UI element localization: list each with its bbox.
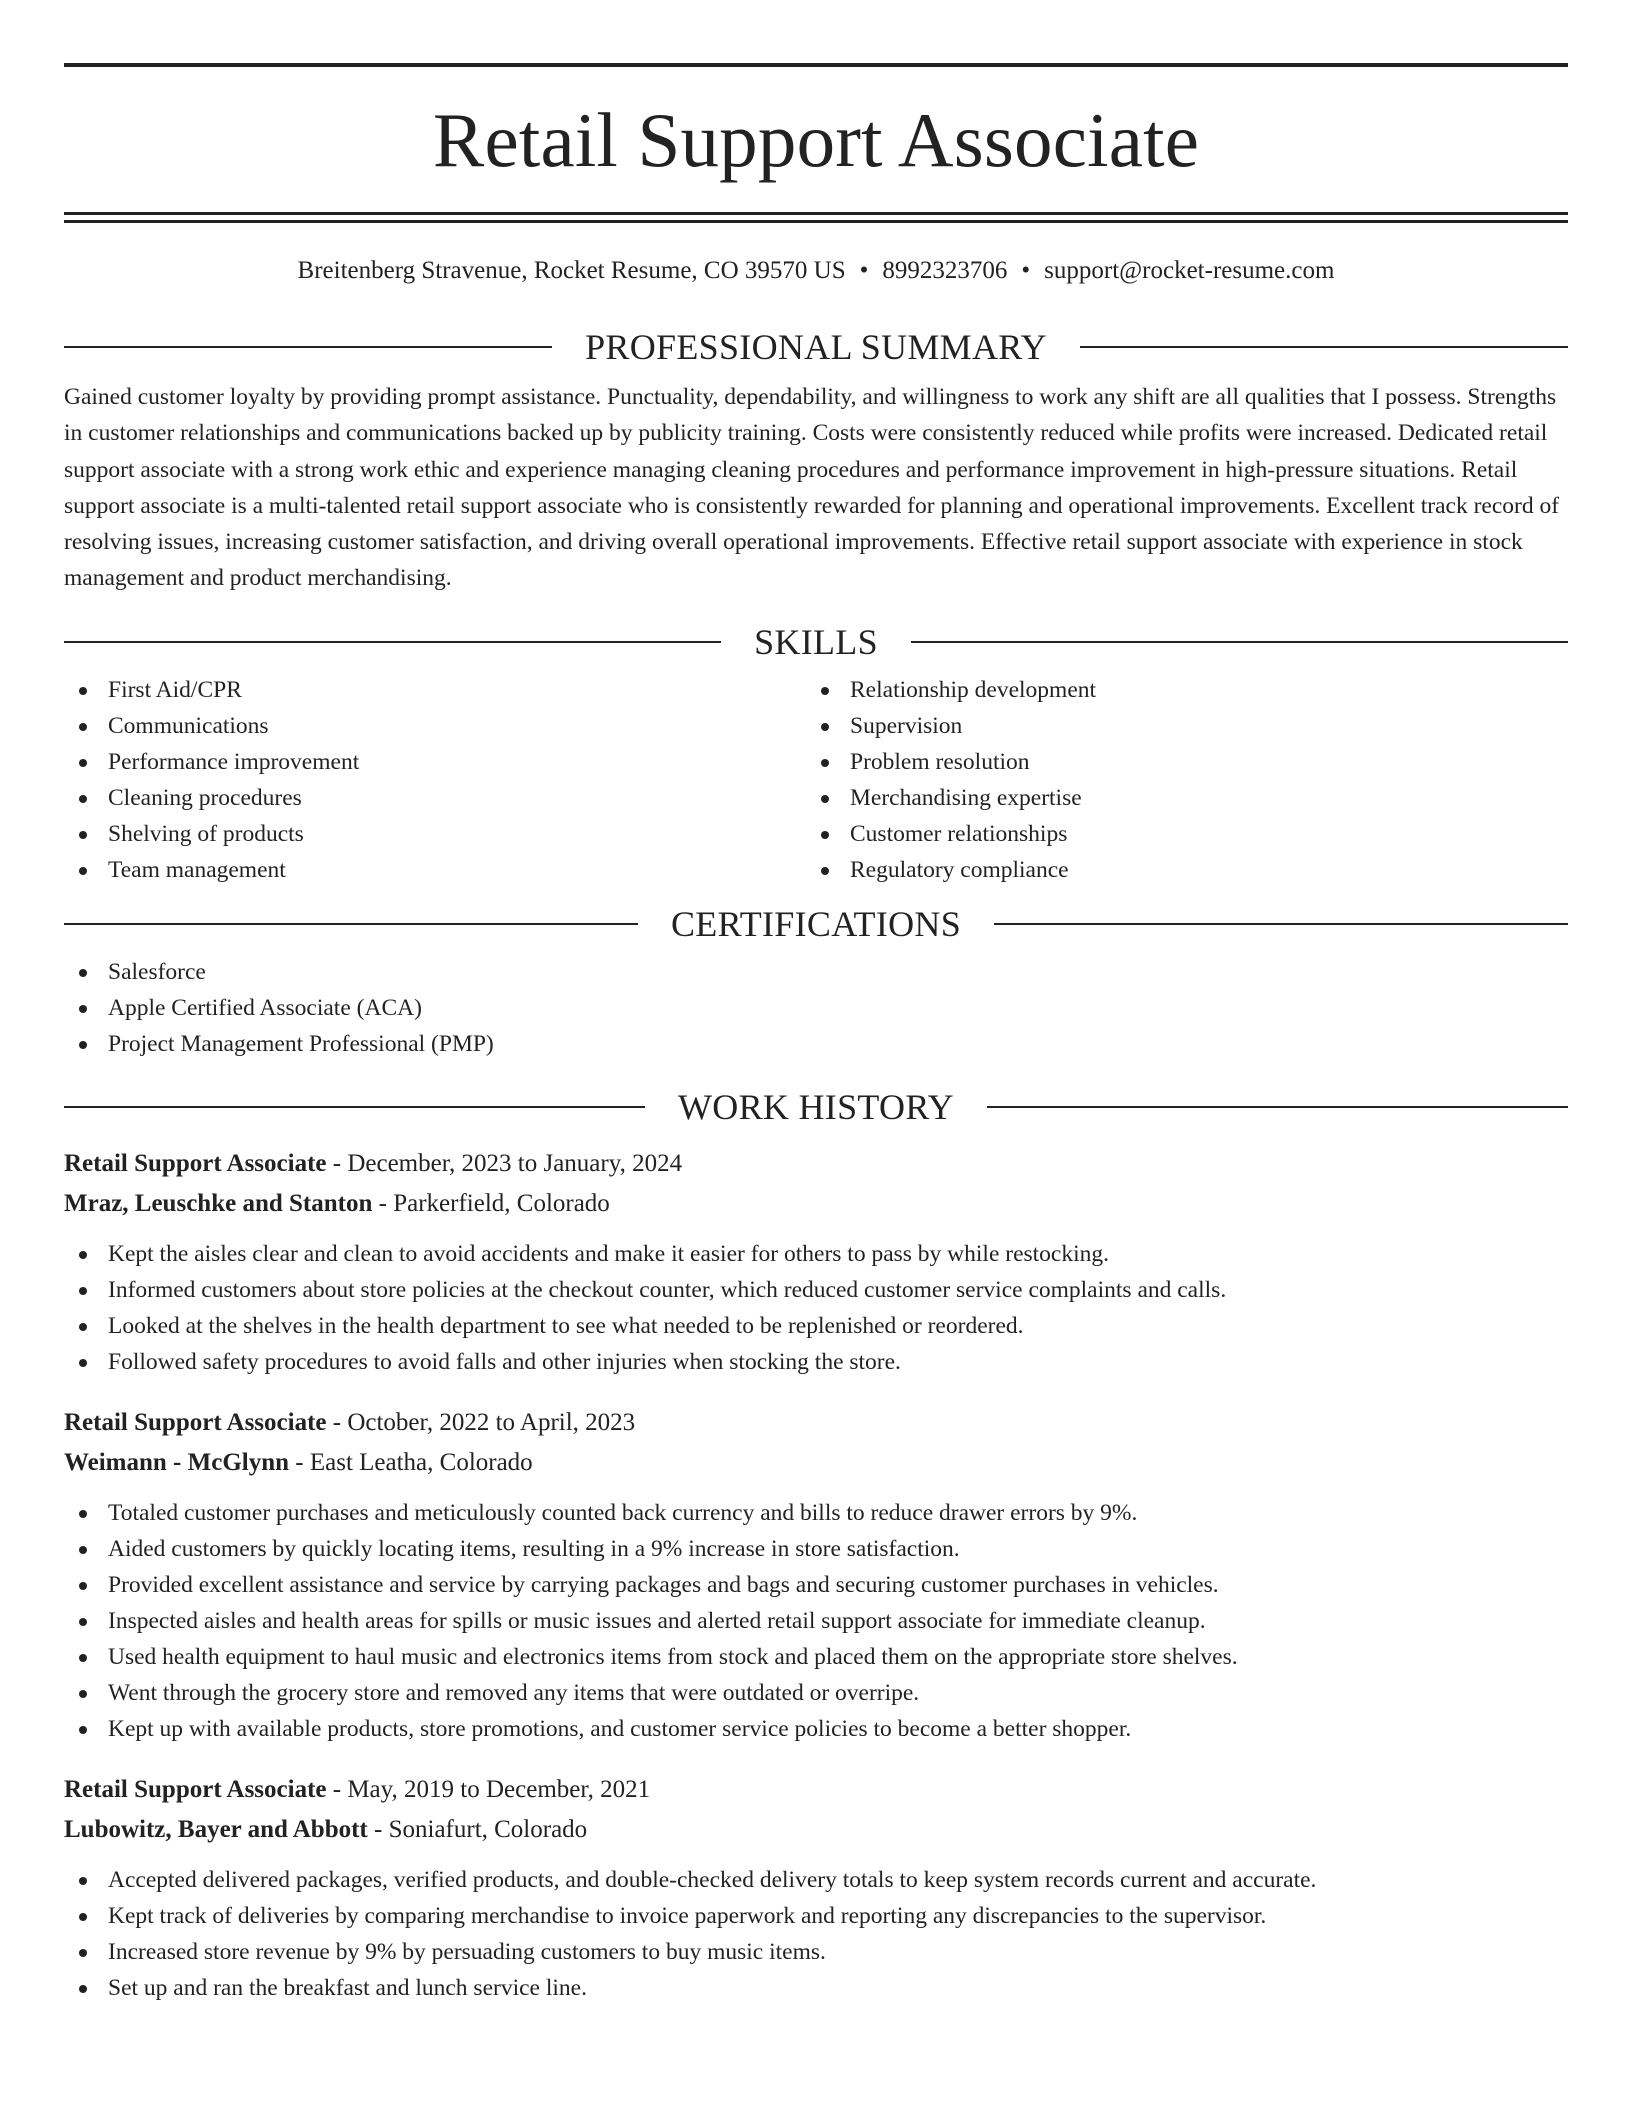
contact-email: support@rocket-resume.com xyxy=(1044,257,1335,284)
certification-item: Salesforce xyxy=(64,954,1568,990)
section-heading-work-history xyxy=(64,1085,1568,1129)
heading-rule-right xyxy=(994,923,1568,925)
job-duty-item: Kept the aisles clear and clean to avoid accidents and make it easier for others to pass by while restocking. xyxy=(64,1236,1568,1272)
job-duty-item: Inspected aisles and health areas for spills or music issues and alerted retail support associate for immediate cleanup. xyxy=(64,1603,1568,1639)
job-entry xyxy=(64,1403,1568,1747)
heading-rule-left xyxy=(64,641,721,643)
job-duty-item: Looked at the shelves in the health department to see what needed to be replenished or reordered. xyxy=(64,1308,1568,1344)
job-company-line xyxy=(64,1184,1568,1224)
job-title-line xyxy=(64,1770,1568,1810)
skill-item: Team management xyxy=(64,852,806,888)
job-duty-item: Increased store revenue by 9% by persuading customers to buy music items. xyxy=(64,1934,1568,1970)
job-dash: - xyxy=(332,1149,342,1177)
job-title: Retail Support Associate xyxy=(64,1149,327,1177)
skills-columns xyxy=(64,672,1568,888)
section-heading-skills xyxy=(64,620,1568,664)
job-dash: - xyxy=(332,1408,342,1436)
heading-rule-left xyxy=(64,346,552,348)
section-heading-label: CERTIFICATIONS xyxy=(670,903,962,944)
job-dates: December, 2023 to January, 2024 xyxy=(347,1149,683,1177)
resume-page xyxy=(64,0,1568,2006)
job-dash: - xyxy=(378,1189,387,1217)
skill-item: Communications xyxy=(64,708,806,744)
contact-phone: 8992323706 xyxy=(882,257,1008,284)
job-title-line xyxy=(64,1403,1568,1443)
skill-item: Performance improvement xyxy=(64,744,806,780)
section-heading-certifications xyxy=(64,902,1568,946)
heading-rule-right xyxy=(911,641,1568,643)
job-duties-list xyxy=(64,1495,1568,1747)
skill-item: Merchandising expertise xyxy=(806,780,1548,816)
job-dash: - xyxy=(295,1448,304,1476)
skill-item: First Aid/CPR xyxy=(64,672,806,708)
skill-item: Cleaning procedures xyxy=(64,780,806,816)
job-duty-item: Informed customers about store policies at the checkout counter, which reduced customer service complaints and calls. xyxy=(64,1272,1568,1308)
contact-address: Breitenberg Stravenue, Rocket Resume, CO 39570 US xyxy=(297,257,846,284)
job-company: Lubowitz, Bayer and Abbott xyxy=(64,1815,368,1843)
skills-list-right xyxy=(806,672,1548,888)
header-double-rule xyxy=(64,212,1568,223)
heading-rule-left xyxy=(64,1106,645,1108)
job-dates: May, 2019 to December, 2021 xyxy=(347,1775,651,1803)
job-duty-item: Accepted delivered packages, verified products, and double-checked delivery totals to keep system records current and accurate. xyxy=(64,1862,1568,1898)
job-entry xyxy=(64,1770,1568,2006)
job-dash: - xyxy=(332,1775,342,1803)
job-duty-item: Kept track of deliveries by comparing merchandise to invoice paperwork and reporting any discrepancies to the supervisor. xyxy=(64,1898,1568,1934)
job-duty-item: Provided excellent assistance and service by carrying packages and bags and securing customer purchases in vehicles. xyxy=(64,1567,1568,1603)
heading-rule-right xyxy=(1080,346,1568,348)
job-duty-item: Went through the grocery store and removed any items that were outdated or overripe. xyxy=(64,1675,1568,1711)
job-duties-list xyxy=(64,1236,1568,1380)
job-company: Weimann - McGlynn xyxy=(64,1448,290,1476)
section-heading-label: SKILLS xyxy=(754,621,878,662)
contact-separator: • xyxy=(1021,257,1031,284)
contact-separator: • xyxy=(859,257,869,284)
skills-list-left xyxy=(64,672,806,888)
skill-item: Customer relationships xyxy=(806,816,1548,852)
heading-rule-right xyxy=(987,1106,1568,1108)
job-title: Retail Support Associate xyxy=(64,1408,327,1436)
job-location: Soniafurt, Colorado xyxy=(388,1815,588,1843)
skill-item: Relationship development xyxy=(806,672,1548,708)
job-company-line xyxy=(64,1443,1568,1483)
header-top-rule xyxy=(64,63,1568,67)
job-duty-item: Kept up with available products, store promotions, and customer service policies to become a better shopper. xyxy=(64,1711,1568,1747)
job-duty-item: Set up and ran the breakfast and lunch service line. xyxy=(64,1970,1568,2006)
job-duty-item: Followed safety procedures to avoid falls and other injuries when stocking the store. xyxy=(64,1344,1568,1380)
section-heading-summary xyxy=(64,325,1568,369)
skill-item: Supervision xyxy=(806,708,1548,744)
section-heading-label: WORK HISTORY xyxy=(678,1086,954,1127)
job-duty-item: Used health equipment to haul music and electronics items from stock and placed them on the appropriate store shelves. xyxy=(64,1639,1568,1675)
heading-rule-left xyxy=(64,923,638,925)
summary-paragraph: Gained customer loyalty by providing prompt assistance. Punctuality, dependability, and willingness to work any shift are all qualities that I possess. Strengths in customer relationships and communications backed up by publicity training. Costs were consistently reduced while profits were increased. Dedicated retail support associate with a strong work ethic and experience managing cleaning procedures and performance improvement in high-pressure situations. Retail support associate is a multi-talented retail support associate who is consistently rewarded for planning and operational improvements. Excellent track record of resolving issues, increasing customer satisfaction, and driving overall operational improvements. Effective retail support associate with experience in stock management and product merchandising. xyxy=(64,384,1560,592)
skill-item: Problem resolution xyxy=(806,744,1548,780)
certification-item: Apple Certified Associate (ACA) xyxy=(64,990,1568,1026)
job-location: East Leatha, Colorado xyxy=(309,1448,533,1476)
job-location: Parkerfield, Colorado xyxy=(393,1189,610,1217)
job-company-line xyxy=(64,1810,1568,1850)
job-company: Mraz, Leuschke and Stanton xyxy=(64,1189,373,1217)
job-duty-item: Aided customers by quickly locating items, resulting in a 9% increase in store satisfaction. xyxy=(64,1531,1568,1567)
certifications-list xyxy=(64,954,1568,1062)
section-heading-label: PROFESSIONAL SUMMARY xyxy=(585,327,1047,367)
job-title: Retail Support Associate xyxy=(64,1775,327,1803)
job-dash: - xyxy=(374,1815,383,1843)
job-title-line xyxy=(64,1144,1568,1184)
certification-item: Project Management Professional (PMP) xyxy=(64,1026,1568,1062)
skill-item: Shelving of products xyxy=(64,816,806,852)
contact-line xyxy=(64,256,1568,286)
job-duties-list xyxy=(64,1862,1568,2006)
skill-item: Regulatory compliance xyxy=(806,852,1548,888)
job-duty-item: Totaled customer purchases and meticulously counted back currency and bills to reduce drawer errors by 9%. xyxy=(64,1495,1568,1531)
job-entry xyxy=(64,1144,1568,1380)
job-dates: October, 2022 to April, 2023 xyxy=(347,1408,636,1436)
resume-title: Retail Support Associate xyxy=(432,97,1200,183)
